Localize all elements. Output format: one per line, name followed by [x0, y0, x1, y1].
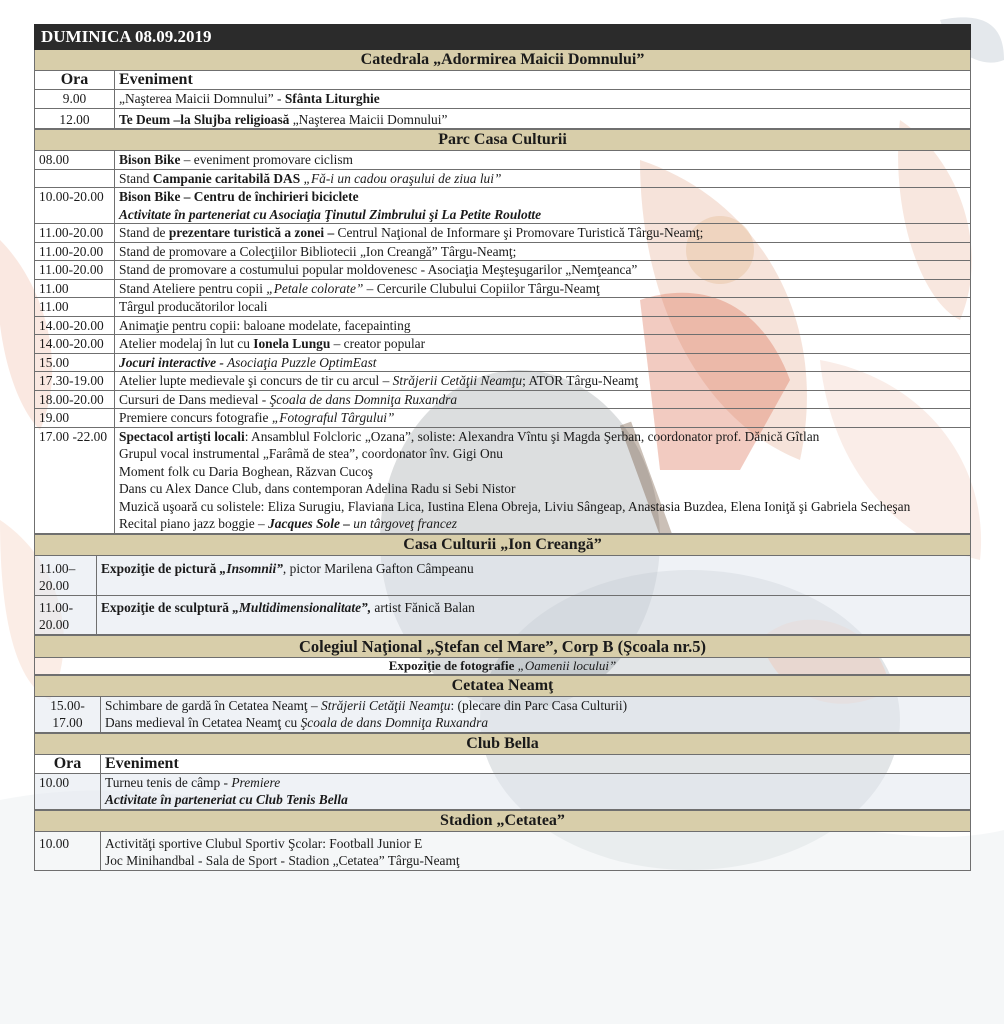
time-cell: 19.00 — [35, 409, 115, 428]
time-cell: 14.00-20.00 — [35, 335, 115, 354]
table-row — [35, 151, 971, 170]
casa-table — [34, 534, 971, 635]
venue-title-parc: Parc Casa Culturii — [35, 130, 971, 151]
venue-row — [35, 635, 971, 657]
event-cell: Stand Ateliere pentru copii „Petale colorate” – Cercurile Clubului Copiilor Târgu-Neamţ — [115, 279, 971, 298]
venue-title-colegiul: Colegiul Naţional „Ştefan cel Mare”, Corp B (Şcoala nr.5) — [35, 635, 971, 657]
event-column-header: Eveniment — [101, 754, 971, 773]
table-row — [35, 353, 971, 372]
time-column-header: Ora — [35, 71, 115, 90]
event-cell: Spectacol artişti locali: Ansamblul Folcloric „Ozana”, soliste: Alexandra Vîntu şi Magda Şerban, coordonator prof. Dănică Gîtlan Grupul vocal instrumental „Farâmă de stea”, coordonator înv. Gigi Onu Moment folk cu Daria Boghean, Răzvan Cucoş Dans cu Alex Dance Club, dans contemporan Adelina Radu si Sebi Nistor Muzică uşoară cu solistele: Eliza Surugiu, Flaviana Lica, Iustina Elena Obreja, Liviu Sângeap, Anastasia Buzdea, Elena Ioniţă şi Gabriela Secheşan Recital piano jazz boggie – Jacques Sole – un târgoveţ francez — [115, 427, 971, 533]
event-cell: „Naşterea Maicii Domnului” - Sfânta Liturghie — [115, 90, 971, 109]
venue-row — [35, 675, 971, 696]
table-row — [35, 595, 971, 634]
event-cell: Cursuri de Dans medieval - Şcoala de dans Domniţa Ruxandra — [115, 390, 971, 409]
time-cell: 10.00 — [35, 773, 101, 809]
event-cell: Atelier modelaj în lut cu Ionela Lungu – creator popular — [115, 335, 971, 354]
event-cell: Stand de promovare a costumului popular moldovenesc - Asociaţia Meşteşugarilor „Nemţeanca” — [115, 261, 971, 280]
cetatea-table — [34, 675, 971, 733]
time-cell: 14.00-20.00 — [35, 316, 115, 335]
time-cell: 11.00-20.00 — [35, 261, 115, 280]
event-cell: Stand de promovare a Colecţiilor Bibliotecii „Ion Creangă” Târgu-Neamţ; — [115, 242, 971, 261]
table-row — [35, 261, 971, 280]
venue-title-cetatea: Cetatea Neamţ — [35, 675, 971, 696]
table-row — [35, 108, 971, 129]
table-row — [35, 298, 971, 317]
table-row — [35, 696, 971, 732]
venue-row — [35, 534, 971, 555]
table-row — [35, 555, 971, 595]
event-cell: Schimbare de gardă în Cetatea Neamţ – Străjerii Cetăţii Neamţu: (plecare din Parc Casa Culturii) Dans medieval în Cetatea Neamţ cu Şcoala de dans Domniţa Ruxandra — [101, 696, 971, 732]
time-cell: 17.30-19.00 — [35, 372, 115, 391]
table-row — [35, 169, 971, 188]
time-cell: 12.00 — [35, 108, 115, 129]
time-cell: 11.00 — [35, 298, 115, 317]
event-cell: Premiere concurs fotografie „Fotograful Târgului” — [115, 409, 971, 428]
event-cell: Jocuri interactive - Asociaţia Puzzle OptimEast — [115, 353, 971, 372]
venue-row — [35, 810, 971, 831]
table-row — [35, 224, 971, 243]
venue-row — [35, 733, 971, 754]
event-cell: Bison Bike – Centru de închirieri biciclete Activitate în parteneriat cu Asociaţia Ţinutul Zimbrului şi La Petite Roulotte — [115, 188, 971, 224]
event-cell: Te Deum –la Slujba religioasă „Naşterea Maicii Domnului” — [115, 108, 971, 129]
parc-table — [34, 129, 971, 534]
time-cell: 11.00-20.00 — [35, 595, 97, 634]
table-row — [35, 773, 971, 809]
time-cell: 15.00-17.00 — [35, 696, 101, 732]
column-header-row — [35, 754, 971, 773]
time-cell: 11.00-20.00 — [35, 224, 115, 243]
event-cell: Animaţie pentru copii: baloane modelate, facepainting — [115, 316, 971, 335]
event-cell: Stand de prezentare turistică a zonei – Centrul Naţional de Informare şi Promovare Turistică Târgu-Neamţ; — [115, 224, 971, 243]
event-cell: Bison Bike – eveniment promovare ciclism — [115, 151, 971, 170]
event-column-header: Eveniment — [115, 71, 971, 90]
time-column-header: Ora — [35, 754, 101, 773]
time-cell: 15.00 — [35, 353, 115, 372]
schedule-sheet — [34, 24, 971, 871]
table-row — [35, 316, 971, 335]
event-cell: Turneu tenis de câmp - Premiere Activitate în parteneriat cu Club Tenis Bella — [101, 773, 971, 809]
table-row — [35, 831, 971, 870]
time-cell: 17.00 -22.00 — [35, 427, 115, 533]
venue-row — [35, 130, 971, 151]
table-row — [35, 242, 971, 261]
event-cell: Expoziţie de pictură „Insomnii”, pictor Marilena Gafton Câmpeanu — [97, 555, 971, 595]
day-title: DUMINICA 08.09.2019 — [35, 25, 971, 50]
table-row — [35, 390, 971, 409]
time-cell: 11.00-20.00 — [35, 242, 115, 261]
time-cell — [35, 169, 115, 188]
table-row — [35, 427, 971, 533]
time-cell: 18.00-20.00 — [35, 390, 115, 409]
venue-row — [35, 50, 971, 71]
table-row — [35, 409, 971, 428]
bella-table — [34, 733, 971, 810]
day-header-row — [35, 25, 971, 50]
table-row — [35, 657, 971, 674]
time-cell: 10.00-20.00 — [35, 188, 115, 224]
time-cell: 08.00 — [35, 151, 115, 170]
event-cell: Târgul producătorilor locali — [115, 298, 971, 317]
time-cell: 9.00 — [35, 90, 115, 109]
catedrala-table — [34, 24, 971, 129]
venue-title-casa: Casa Culturii „Ion Creangă” — [35, 534, 971, 555]
event-cell: Expoziţie de sculptură „Multidimensionalitate”, artist Fănică Balan — [97, 595, 971, 634]
event-cell: Expoziţie de fotografie „Oamenii locului” — [35, 657, 971, 674]
event-cell: Stand Campanie caritabilă DAS „Fă-i un cadou oraşului de ziua lui” — [115, 169, 971, 188]
venue-title-bella: Club Bella — [35, 733, 971, 754]
time-cell: 11.00 — [35, 279, 115, 298]
venue-title-stadion: Stadion „Cetatea” — [35, 810, 971, 831]
stadion-table — [34, 810, 971, 871]
time-cell: 10.00 — [35, 831, 101, 870]
table-row — [35, 335, 971, 354]
table-row — [35, 90, 971, 109]
colegiul-table — [34, 635, 971, 675]
table-row — [35, 372, 971, 391]
table-row — [35, 279, 971, 298]
event-cell: Atelier lupte medievale şi concurs de tir cu arcul – Străjerii Cetăţii Neamţu; ATOR Târgu-Neamţ — [115, 372, 971, 391]
column-header-row — [35, 71, 971, 90]
venue-title-catedrala: Catedrala „Adormirea Maicii Domnului” — [35, 50, 971, 71]
event-cell: Activităţi sportive Clubul Sportiv Şcolar: Football Junior E Joc Minihandbal - Sala de Sport - Stadion „Cetatea” Târgu-Neamţ — [101, 831, 971, 870]
table-row — [35, 188, 971, 224]
time-cell: 11.00–20.00 — [35, 555, 97, 595]
